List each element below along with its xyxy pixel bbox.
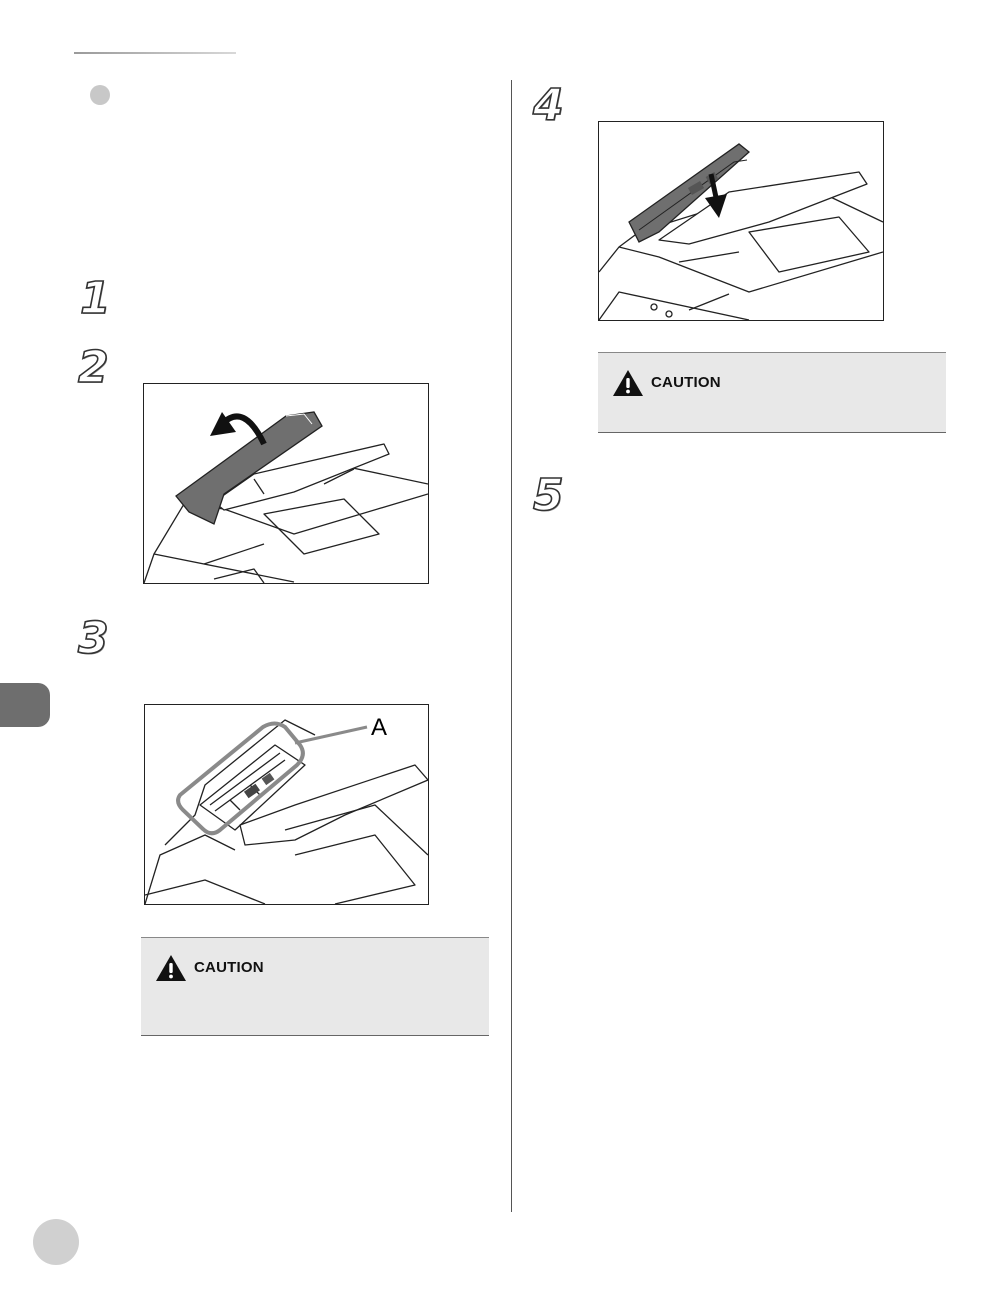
step-1-number: 1: [80, 273, 111, 324]
step-3-number: 3: [78, 613, 109, 664]
step-2-number: 2: [78, 342, 109, 393]
figure-open-feeder-cover: [143, 383, 429, 584]
header-rule: [74, 52, 236, 54]
warning-triangle-icon: [612, 369, 644, 397]
feeder-roller-illustration: [145, 705, 428, 904]
caution-label: CAUTION: [194, 959, 264, 976]
step-5-number: 5: [533, 470, 564, 521]
caution-box-step-3: [141, 937, 489, 1036]
caution-box-step-4: [598, 352, 946, 433]
chapter-tab: [0, 683, 50, 727]
caution-label: CAUTION: [651, 374, 721, 391]
feeder-close-illustration: [599, 122, 883, 320]
step-4-number: 4: [533, 80, 564, 131]
figure-feeder-roller-area: [144, 704, 429, 905]
page-number-circle: [33, 1219, 79, 1265]
figure-close-feeder-cover: [598, 121, 884, 321]
feeder-open-illustration: [144, 384, 428, 583]
callout-label-a: A: [371, 714, 388, 741]
section-bullet: [90, 85, 110, 105]
column-divider: [511, 80, 512, 1212]
warning-triangle-icon: [155, 954, 187, 982]
